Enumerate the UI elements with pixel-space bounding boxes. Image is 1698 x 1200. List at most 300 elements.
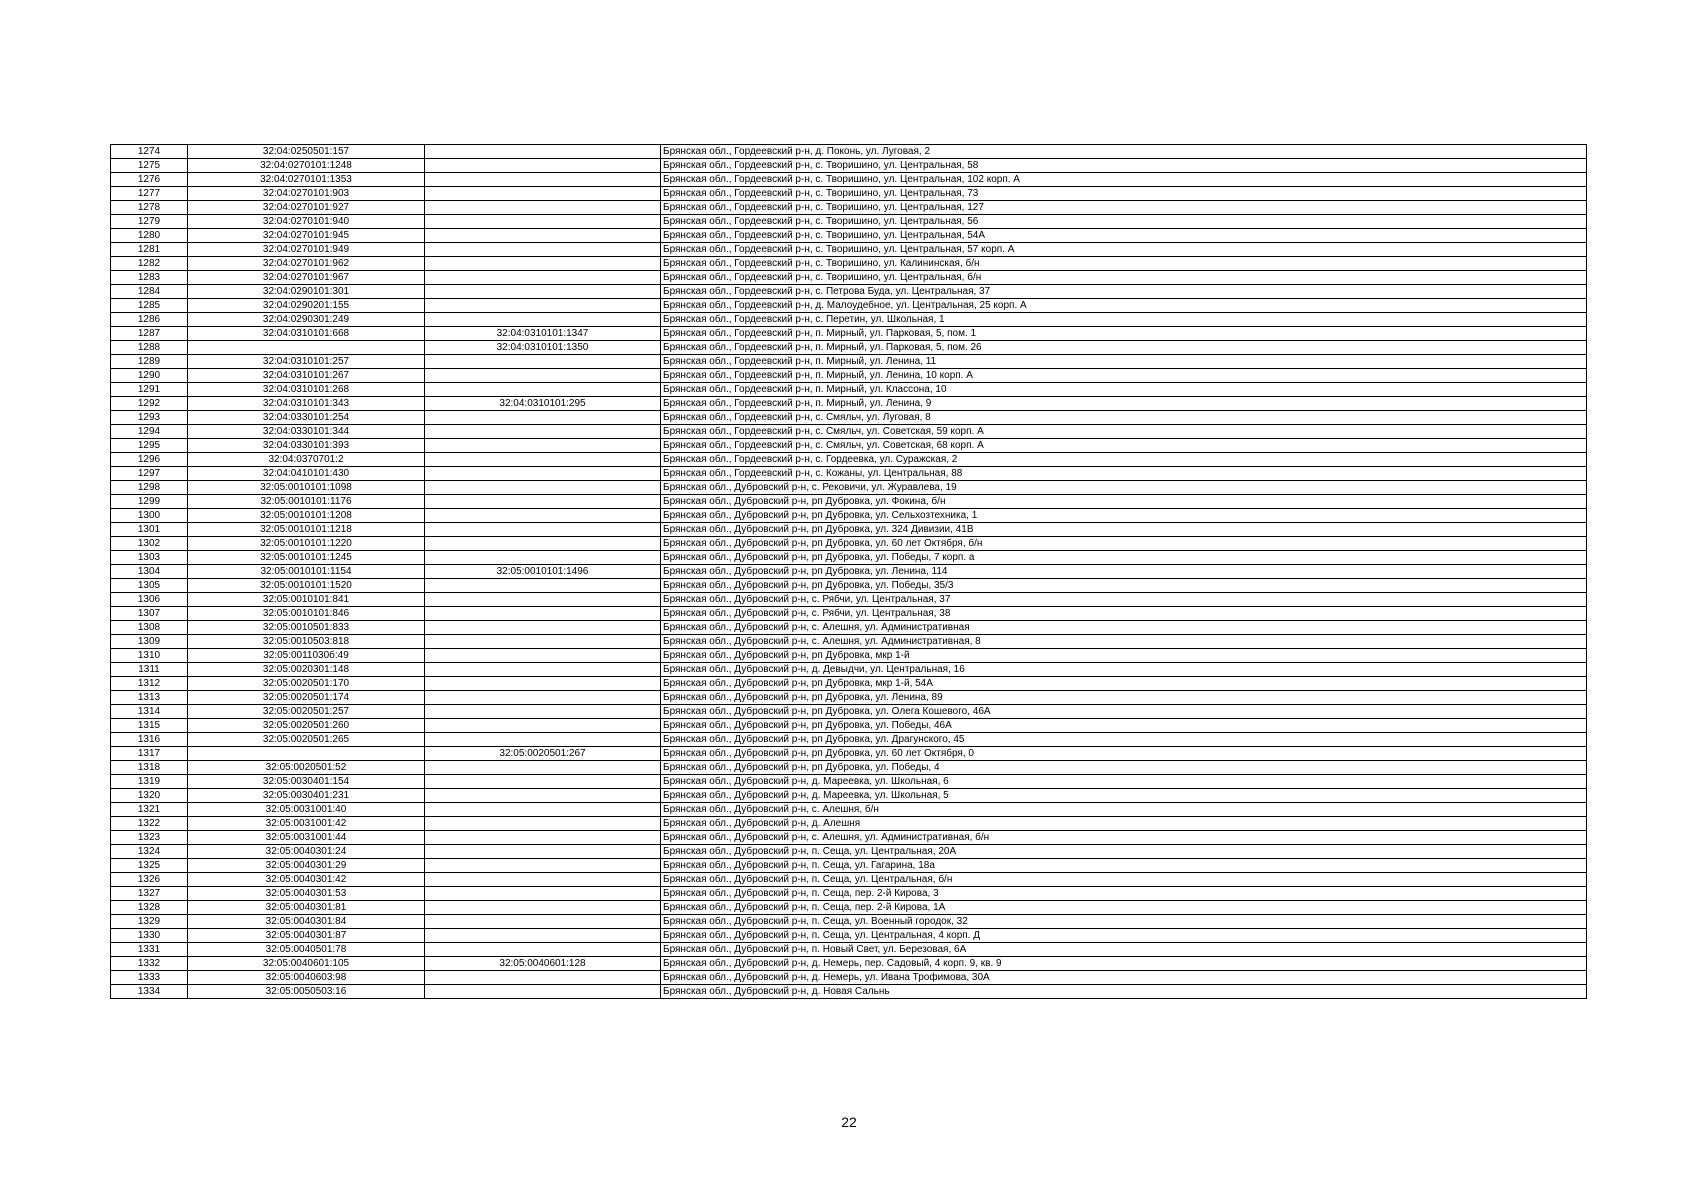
table-row xyxy=(111,663,1587,677)
address-cell: Брянская обл., Гордеевский р-н, с. Смяльч, ул. Луговая, 8 xyxy=(661,411,1587,425)
address-cell: Брянская обл., Дубровский р-н, с. Рековичи, ул. Журавлева, 19 xyxy=(661,481,1587,495)
row-number-cell: 1333 xyxy=(111,971,188,985)
cadastral-number-cell: 32:05:0031001:42 xyxy=(188,817,425,831)
table-row xyxy=(111,985,1587,999)
row-number-cell: 1319 xyxy=(111,775,188,789)
row-number-cell: 1307 xyxy=(111,607,188,621)
secondary-cadastral-number-cell xyxy=(425,859,661,873)
table-row xyxy=(111,355,1587,369)
address-cell: Брянская обл., Дубровский р-н, п. Сеща, пер. 2-й Кирова, 1А xyxy=(661,901,1587,915)
cadastral-number-cell: 32:04:0330101:254 xyxy=(188,411,425,425)
address-cell: Брянская обл., Дубровский р-н, рп Дубровка, ул. Победы, 35/3 xyxy=(661,579,1587,593)
row-number-cell: 1283 xyxy=(111,271,188,285)
table-row xyxy=(111,733,1587,747)
secondary-cadastral-number-cell xyxy=(425,369,661,383)
cadastral-number-cell: 32:04:0250501:157 xyxy=(188,145,425,159)
cadastral-number-cell: 32:04:0370701:2 xyxy=(188,453,425,467)
row-number-cell: 1310 xyxy=(111,649,188,663)
page-number: 22 xyxy=(841,1114,857,1130)
table-row xyxy=(111,201,1587,215)
secondary-cadastral-number-cell xyxy=(425,873,661,887)
secondary-cadastral-number-cell xyxy=(425,523,661,537)
secondary-cadastral-number-cell xyxy=(425,411,661,425)
secondary-cadastral-number-cell xyxy=(425,761,661,775)
cadastral-number-cell: 32:05:0040603:98 xyxy=(188,971,425,985)
table-row xyxy=(111,705,1587,719)
row-number-cell: 1325 xyxy=(111,859,188,873)
address-cell: Брянская обл., Дубровский р-н, с. Алешня, б/н xyxy=(661,803,1587,817)
cadastral-number-cell xyxy=(188,341,425,355)
cadastral-number-cell: 32:05:0010101:1154 xyxy=(188,565,425,579)
address-cell: Брянская обл., Дубровский р-н, п. Сеща, ул. Военный городок, 32 xyxy=(661,915,1587,929)
row-number-cell: 1320 xyxy=(111,789,188,803)
table-row xyxy=(111,341,1587,355)
cadastral-number-cell: 32:04:0330101:393 xyxy=(188,439,425,453)
table-row xyxy=(111,551,1587,565)
row-number-cell: 1280 xyxy=(111,229,188,243)
address-cell: Брянская обл., Гордеевский р-н, с. Перетин, ул. Школьная, 1 xyxy=(661,313,1587,327)
row-number-cell: 1308 xyxy=(111,621,188,635)
cadastral-number-cell: 32:04:0270101:903 xyxy=(188,187,425,201)
cadastral-number-cell: 32:04:0310101:257 xyxy=(188,355,425,369)
secondary-cadastral-number-cell: 32:04:0310101:1347 xyxy=(425,327,661,341)
address-cell: Брянская обл., Гордеевский р-н, с. Творишино, ул. Центральная, 57 корп. А xyxy=(661,243,1587,257)
secondary-cadastral-number-cell xyxy=(425,649,661,663)
address-cell: Брянская обл., Дубровский р-н, д. Новая Сальнь xyxy=(661,985,1587,999)
table-row xyxy=(111,845,1587,859)
secondary-cadastral-number-cell xyxy=(425,985,661,999)
secondary-cadastral-number-cell xyxy=(425,635,661,649)
table-row xyxy=(111,313,1587,327)
table-row xyxy=(111,285,1587,299)
table-row xyxy=(111,215,1587,229)
cadastral-number-cell: 32:05:0010101:1208 xyxy=(188,509,425,523)
row-number-cell: 1299 xyxy=(111,495,188,509)
secondary-cadastral-number-cell xyxy=(425,425,661,439)
address-cell: Брянская обл., Дубровский р-н, д. Алешня xyxy=(661,817,1587,831)
table-row xyxy=(111,243,1587,257)
secondary-cadastral-number-cell xyxy=(425,663,661,677)
row-number-cell: 1301 xyxy=(111,523,188,537)
table-row xyxy=(111,873,1587,887)
cadastral-number-cell: 32:05:0020501:265 xyxy=(188,733,425,747)
cadastral-number-cell: 32:05:0031001:44 xyxy=(188,831,425,845)
cadastral-number-cell: 32:04:0270101:962 xyxy=(188,257,425,271)
secondary-cadastral-number-cell xyxy=(425,831,661,845)
secondary-cadastral-number-cell xyxy=(425,355,661,369)
cadastral-number-cell: 32:04:0290301:249 xyxy=(188,313,425,327)
table-row xyxy=(111,593,1587,607)
row-number-cell: 1281 xyxy=(111,243,188,257)
cadastral-number-cell: 32:05:0040301:81 xyxy=(188,901,425,915)
secondary-cadastral-number-cell xyxy=(425,439,661,453)
secondary-cadastral-number-cell xyxy=(425,313,661,327)
address-cell: Брянская обл., Гордеевский р-н, с. Петрова Буда, ул. Центральная, 37 xyxy=(661,285,1587,299)
row-number-cell: 1296 xyxy=(111,453,188,467)
address-cell: Брянская обл., Дубровский р-н, с. Алешня, ул. Административная, 8 xyxy=(661,635,1587,649)
row-number-cell: 1278 xyxy=(111,201,188,215)
table-row xyxy=(111,467,1587,481)
secondary-cadastral-number-cell xyxy=(425,719,661,733)
address-cell: Брянская обл., Гордеевский р-н, п. Мирный, ул. Ленина, 11 xyxy=(661,355,1587,369)
cadastral-number-cell: 32:05:0010101:1176 xyxy=(188,495,425,509)
secondary-cadastral-number-cell xyxy=(425,145,661,159)
cadastral-number-cell: 32:05:0020501:170 xyxy=(188,677,425,691)
cadastral-number-cell: 32:04:0290101:301 xyxy=(188,285,425,299)
row-number-cell: 1291 xyxy=(111,383,188,397)
cadastral-number-cell: 32:05:0020501:257 xyxy=(188,705,425,719)
row-number-cell: 1277 xyxy=(111,187,188,201)
cadastral-number-cell: 32:04:0310101:268 xyxy=(188,383,425,397)
table-row xyxy=(111,719,1587,733)
row-number-cell: 1324 xyxy=(111,845,188,859)
table-row xyxy=(111,747,1587,761)
table-row xyxy=(111,425,1587,439)
cadastral-number-cell: 32:05:0030401:231 xyxy=(188,789,425,803)
address-cell: Брянская обл., Гордеевский р-н, с. Творишино, ул. Центральная, 56 xyxy=(661,215,1587,229)
row-number-cell: 1313 xyxy=(111,691,188,705)
address-cell: Брянская обл., Дубровский р-н, п. Сеща, ул. Гагарина, 18а xyxy=(661,859,1587,873)
row-number-cell: 1293 xyxy=(111,411,188,425)
cadastral-number-cell: 32:05:0040301:53 xyxy=(188,887,425,901)
secondary-cadastral-number-cell xyxy=(425,845,661,859)
address-cell: Брянская обл., Гордеевский р-н, п. Мирный, ул. Классона, 10 xyxy=(661,383,1587,397)
secondary-cadastral-number-cell xyxy=(425,495,661,509)
address-cell: Брянская обл., Дубровский р-н, рп Дубровка, ул. 60 лет Октября, 0 xyxy=(661,747,1587,761)
secondary-cadastral-number-cell xyxy=(425,285,661,299)
cadastral-number-cell: 32:05:0010101:1220 xyxy=(188,537,425,551)
address-cell: Брянская обл., Дубровский р-н, п. Новый Свет, ул. Березовая, 6А xyxy=(661,943,1587,957)
row-number-cell: 1329 xyxy=(111,915,188,929)
table-row xyxy=(111,957,1587,971)
address-cell: Брянская обл., Дубровский р-н, рп Дубровка, ул. 324 Дивизии, 41В xyxy=(661,523,1587,537)
secondary-cadastral-number-cell xyxy=(425,509,661,523)
address-cell: Брянская обл., Дубровский р-н, п. Сеща, ул. Центральная, 20А xyxy=(661,845,1587,859)
table-row xyxy=(111,523,1587,537)
row-number-cell: 1288 xyxy=(111,341,188,355)
table-row xyxy=(111,971,1587,985)
table-row xyxy=(111,831,1587,845)
table-row xyxy=(111,453,1587,467)
cadastral-number-cell: 32:04:0310101:267 xyxy=(188,369,425,383)
table-row xyxy=(111,761,1587,775)
secondary-cadastral-number-cell xyxy=(425,271,661,285)
address-cell: Брянская обл., Гордеевский р-н, с. Творишино, ул. Центральная, 58 xyxy=(661,159,1587,173)
address-cell: Брянская обл., Дубровский р-н, рп Дубровка, ул. Победы, 46А xyxy=(661,719,1587,733)
secondary-cadastral-number-cell xyxy=(425,467,661,481)
address-cell: Брянская обл., Дубровский р-н, с. Алешня, ул. Административная xyxy=(661,621,1587,635)
row-number-cell: 1294 xyxy=(111,425,188,439)
row-number-cell: 1285 xyxy=(111,299,188,313)
table-row xyxy=(111,621,1587,635)
address-cell: Брянская обл., Дубровский р-н, рп Дубровка, мкр 1-й xyxy=(661,649,1587,663)
table-row xyxy=(111,159,1587,173)
cadastral-number-cell: 32:05:0010101:841 xyxy=(188,593,425,607)
secondary-cadastral-number-cell xyxy=(425,173,661,187)
row-number-cell: 1292 xyxy=(111,397,188,411)
table-row xyxy=(111,817,1587,831)
row-number-cell: 1328 xyxy=(111,901,188,915)
address-cell: Брянская обл., Дубровский р-н, п. Сеща, ул. Центральная, б/н xyxy=(661,873,1587,887)
secondary-cadastral-number-cell xyxy=(425,201,661,215)
address-cell: Брянская обл., Дубровский р-н, д. Мареевка, ул. Школьная, 5 xyxy=(661,789,1587,803)
cadastral-number-cell: 32:05:0010101:1520 xyxy=(188,579,425,593)
row-number-cell: 1284 xyxy=(111,285,188,299)
table-row xyxy=(111,327,1587,341)
row-number-cell: 1279 xyxy=(111,215,188,229)
row-number-cell: 1322 xyxy=(111,817,188,831)
table-row xyxy=(111,299,1587,313)
address-cell: Брянская обл., Дубровский р-н, с. Рябчи, ул. Центральная, 37 xyxy=(661,593,1587,607)
table-row xyxy=(111,607,1587,621)
cadastral-number-cell: 32:05:0010503:818 xyxy=(188,635,425,649)
table-row xyxy=(111,859,1587,873)
registry-table-body xyxy=(111,145,1587,999)
cadastral-number-cell: 32:05:0020301:148 xyxy=(188,663,425,677)
address-cell: Брянская обл., Дубровский р-н, с. Рябчи, ул. Центральная, 38 xyxy=(661,607,1587,621)
table-row xyxy=(111,383,1587,397)
row-number-cell: 1330 xyxy=(111,929,188,943)
table-row xyxy=(111,677,1587,691)
cadastral-number-cell: 32:04:0270101:949 xyxy=(188,243,425,257)
table-row xyxy=(111,887,1587,901)
secondary-cadastral-number-cell xyxy=(425,691,661,705)
cadastral-number-cell: 32:05:0010101:1245 xyxy=(188,551,425,565)
address-cell: Брянская обл., Дубровский р-н, рп Дубровка, ул. Сельхозтехника, 1 xyxy=(661,509,1587,523)
cadastral-number-cell: 32:04:0270101:1353 xyxy=(188,173,425,187)
table-row xyxy=(111,495,1587,509)
cadastral-number-cell: 32:05:0030401:154 xyxy=(188,775,425,789)
row-number-cell: 1290 xyxy=(111,369,188,383)
secondary-cadastral-number-cell xyxy=(425,607,661,621)
cadastral-number-cell: 32:05:0050503:16 xyxy=(188,985,425,999)
secondary-cadastral-number-cell xyxy=(425,229,661,243)
address-cell: Брянская обл., Дубровский р-н, д. Мареевка, ул. Школьная, 6 xyxy=(661,775,1587,789)
secondary-cadastral-number-cell xyxy=(425,593,661,607)
address-cell: Брянская обл., Гордеевский р-н, д. Малоудебное, ул. Центральная, 25 корп. А xyxy=(661,299,1587,313)
row-number-cell: 1286 xyxy=(111,313,188,327)
secondary-cadastral-number-cell xyxy=(425,775,661,789)
cadastral-number-cell: 32:04:0410101:430 xyxy=(188,467,425,481)
secondary-cadastral-number-cell xyxy=(425,537,661,551)
table-row xyxy=(111,565,1587,579)
cadastral-number-cell: 32:05:0010101:1218 xyxy=(188,523,425,537)
row-number-cell: 1327 xyxy=(111,887,188,901)
cadastral-number-cell: 32:04:0270101:967 xyxy=(188,271,425,285)
row-number-cell: 1315 xyxy=(111,719,188,733)
table-row xyxy=(111,943,1587,957)
address-cell: Брянская обл., Гордеевский р-н, с. Творишино, ул. Центральная, б/н xyxy=(661,271,1587,285)
address-cell: Брянская обл., Гордеевский р-н, с. Кожаны, ул. Центральная, 88 xyxy=(661,467,1587,481)
secondary-cadastral-number-cell xyxy=(425,733,661,747)
address-cell: Брянская обл., Гордеевский р-н, с. Творишино, ул. Центральная, 54А xyxy=(661,229,1587,243)
cadastral-number-cell xyxy=(188,747,425,761)
address-cell: Брянская обл., Гордеевский р-н, п. Мирный, ул. Ленина, 9 xyxy=(661,397,1587,411)
table-row xyxy=(111,439,1587,453)
table-row xyxy=(111,789,1587,803)
row-number-cell: 1312 xyxy=(111,677,188,691)
table-row xyxy=(111,915,1587,929)
address-cell: Брянская обл., Гордеевский р-н, с. Творишино, ул. Центральная, 102 корп. А xyxy=(661,173,1587,187)
address-cell: Брянская обл., Дубровский р-н, п. Сеща, пер. 2-й Кирова, 3 xyxy=(661,887,1587,901)
secondary-cadastral-number-cell xyxy=(425,789,661,803)
secondary-cadastral-number-cell xyxy=(425,929,661,943)
row-number-cell: 1311 xyxy=(111,663,188,677)
address-cell: Брянская обл., Гордеевский р-н, с. Смяльч, ул. Советская, 59 корп. А xyxy=(661,425,1587,439)
cadastral-number-cell: 32:04:0270101:945 xyxy=(188,229,425,243)
address-cell: Брянская обл., Гордеевский р-н, с. Творишино, ул. Центральная, 127 xyxy=(661,201,1587,215)
address-cell: Брянская обл., Гордеевский р-н, п. Мирный, ул. Парковая, 5, пом. 1 xyxy=(661,327,1587,341)
cadastral-number-cell: 32:04:0290201:155 xyxy=(188,299,425,313)
row-number-cell: 1316 xyxy=(111,733,188,747)
address-cell: Брянская обл., Дубровский р-н, рп Дубровка, ул. Ленина, 114 xyxy=(661,565,1587,579)
secondary-cadastral-number-cell xyxy=(425,481,661,495)
row-number-cell: 1302 xyxy=(111,537,188,551)
table-row xyxy=(111,649,1587,663)
cadastral-number-cell: 32:05:0040301:24 xyxy=(188,845,425,859)
address-cell: Брянская обл., Дубровский р-н, рп Дубровка, ул. Победы, 4 xyxy=(661,761,1587,775)
address-cell: Брянская обл., Гордеевский р-н, п. Мирный, ул. Парковая, 5, пом. 26 xyxy=(661,341,1587,355)
row-number-cell: 1332 xyxy=(111,957,188,971)
secondary-cadastral-number-cell xyxy=(425,621,661,635)
secondary-cadastral-number-cell xyxy=(425,887,661,901)
secondary-cadastral-number-cell: 32:04:0310101:1350 xyxy=(425,341,661,355)
table-row xyxy=(111,481,1587,495)
row-number-cell: 1298 xyxy=(111,481,188,495)
secondary-cadastral-number-cell xyxy=(425,579,661,593)
secondary-cadastral-number-cell: 32:05:0010101:1496 xyxy=(425,565,661,579)
secondary-cadastral-number-cell: 32:05:0040601:128 xyxy=(425,957,661,971)
address-cell: Брянская обл., Дубровский р-н, п. Сеща, ул. Центральная, 4 корп. Д xyxy=(661,929,1587,943)
row-number-cell: 1334 xyxy=(111,985,188,999)
row-number-cell: 1323 xyxy=(111,831,188,845)
table-row xyxy=(111,187,1587,201)
address-cell: Брянская обл., Дубровский р-н, рп Дубровка, ул. 60 лет Октября, б/н xyxy=(661,537,1587,551)
secondary-cadastral-number-cell: 32:05:0020501:267 xyxy=(425,747,661,761)
row-number-cell: 1318 xyxy=(111,761,188,775)
address-cell: Брянская обл., Дубровский р-н, рп Дубровка, ул. Победы, 7 корп. а xyxy=(661,551,1587,565)
cadastral-number-cell: 32:05:0020501:260 xyxy=(188,719,425,733)
row-number-cell: 1275 xyxy=(111,159,188,173)
secondary-cadastral-number-cell xyxy=(425,257,661,271)
table-row xyxy=(111,537,1587,551)
secondary-cadastral-number-cell xyxy=(425,803,661,817)
row-number-cell: 1289 xyxy=(111,355,188,369)
address-cell: Брянская обл., Дубровский р-н, рп Дубровка, ул. Олега Кошевого, 46А xyxy=(661,705,1587,719)
address-cell: Брянская обл., Гордеевский р-н, с. Творишино, ул. Калининская, б/н xyxy=(661,257,1587,271)
table-row xyxy=(111,369,1587,383)
address-cell: Брянская обл., Гордеевский р-н, п. Мирный, ул. Ленина, 10 корп. А xyxy=(661,369,1587,383)
secondary-cadastral-number-cell xyxy=(425,817,661,831)
table-row xyxy=(111,271,1587,285)
secondary-cadastral-number-cell xyxy=(425,915,661,929)
table-row xyxy=(111,145,1587,159)
row-number-cell: 1314 xyxy=(111,705,188,719)
table-row xyxy=(111,411,1587,425)
secondary-cadastral-number-cell xyxy=(425,705,661,719)
cadastral-number-cell: 32:04:0310101:343 xyxy=(188,397,425,411)
cadastral-number-cell: 32:05:0020501:52 xyxy=(188,761,425,775)
table-row xyxy=(111,803,1587,817)
secondary-cadastral-number-cell xyxy=(425,901,661,915)
cadastral-number-cell: 32:04:0270101:940 xyxy=(188,215,425,229)
table-row xyxy=(111,579,1587,593)
row-number-cell: 1309 xyxy=(111,635,188,649)
table-row xyxy=(111,929,1587,943)
address-cell: Брянская обл., Дубровский р-н, д. Девыдчи, ул. Центральная, 16 xyxy=(661,663,1587,677)
address-cell: Брянская обл., Гордеевский р-н, с. Гордеевка, ул. Суражская, 2 xyxy=(661,453,1587,467)
row-number-cell: 1287 xyxy=(111,327,188,341)
table-row xyxy=(111,901,1587,915)
cadastral-number-cell: 32:04:0270101:927 xyxy=(188,201,425,215)
row-number-cell: 1317 xyxy=(111,747,188,761)
cadastral-number-cell: 32:05:0010501:833 xyxy=(188,621,425,635)
address-cell: Брянская обл., Гордеевский р-н, д. Поконь, ул. Луговая, 2 xyxy=(661,145,1587,159)
secondary-cadastral-number-cell xyxy=(425,677,661,691)
row-number-cell: 1300 xyxy=(111,509,188,523)
address-cell: Брянская обл., Дубровский р-н, с. Алешня, ул. Административная, б/н xyxy=(661,831,1587,845)
row-number-cell: 1282 xyxy=(111,257,188,271)
cadastral-number-cell: 32:04:0310101:668 xyxy=(188,327,425,341)
cadastral-number-cell: 32:05:0020501:174 xyxy=(188,691,425,705)
cadastral-number-cell: 32:05:0031001:40 xyxy=(188,803,425,817)
cadastral-number-cell: 32:05:0040301:87 xyxy=(188,929,425,943)
address-cell: Брянская обл., Дубровский р-н, рп Дубровка, ул. Драгунского, 45 xyxy=(661,733,1587,747)
cadastral-number-cell: 32:05:0040301:29 xyxy=(188,859,425,873)
address-cell: Брянская обл., Дубровский р-н, д. Немерь, ул. Ивана Трофимова, 30А xyxy=(661,971,1587,985)
secondary-cadastral-number-cell xyxy=(425,187,661,201)
secondary-cadastral-number-cell xyxy=(425,551,661,565)
table-row xyxy=(111,229,1587,243)
secondary-cadastral-number-cell xyxy=(425,299,661,313)
cadastral-number-cell: 32:05:0040301:42 xyxy=(188,873,425,887)
registry-table xyxy=(110,144,1587,999)
row-number-cell: 1326 xyxy=(111,873,188,887)
row-number-cell: 1276 xyxy=(111,173,188,187)
table-row xyxy=(111,775,1587,789)
table-row xyxy=(111,257,1587,271)
secondary-cadastral-number-cell xyxy=(425,215,661,229)
secondary-cadastral-number-cell xyxy=(425,383,661,397)
row-number-cell: 1274 xyxy=(111,145,188,159)
address-cell: Брянская обл., Дубровский р-н, рп Дубровка, ул. Фокина, б/н xyxy=(661,495,1587,509)
secondary-cadastral-number-cell xyxy=(425,159,661,173)
cadastral-number-cell: 32:05:0040601:105 xyxy=(188,957,425,971)
table-row xyxy=(111,173,1587,187)
secondary-cadastral-number-cell: 32:04:0310101:295 xyxy=(425,397,661,411)
address-cell: Брянская обл., Гордеевский р-н, с. Смяльч, ул. Советская, 68 корп. А xyxy=(661,439,1587,453)
row-number-cell: 1303 xyxy=(111,551,188,565)
cadastral-number-cell: 32:04:0330101:344 xyxy=(188,425,425,439)
row-number-cell: 1321 xyxy=(111,803,188,817)
table-row xyxy=(111,397,1587,411)
row-number-cell: 1306 xyxy=(111,593,188,607)
table-row xyxy=(111,691,1587,705)
cadastral-number-cell: 32:05:0040501:78 xyxy=(188,943,425,957)
address-cell: Брянская обл., Дубровский р-н, рп Дубровка, мкр 1-й, 54А xyxy=(661,677,1587,691)
table-row xyxy=(111,635,1587,649)
secondary-cadastral-number-cell xyxy=(425,243,661,257)
cadastral-number-cell: 32:05:0010101:1098 xyxy=(188,481,425,495)
secondary-cadastral-number-cell xyxy=(425,943,661,957)
row-number-cell: 1295 xyxy=(111,439,188,453)
row-number-cell: 1304 xyxy=(111,565,188,579)
row-number-cell: 1331 xyxy=(111,943,188,957)
row-number-cell: 1297 xyxy=(111,467,188,481)
cadastral-number-cell: 32:05:0010101:846 xyxy=(188,607,425,621)
cadastral-number-cell: 32:05:0040301:84 xyxy=(188,915,425,929)
secondary-cadastral-number-cell xyxy=(425,971,661,985)
